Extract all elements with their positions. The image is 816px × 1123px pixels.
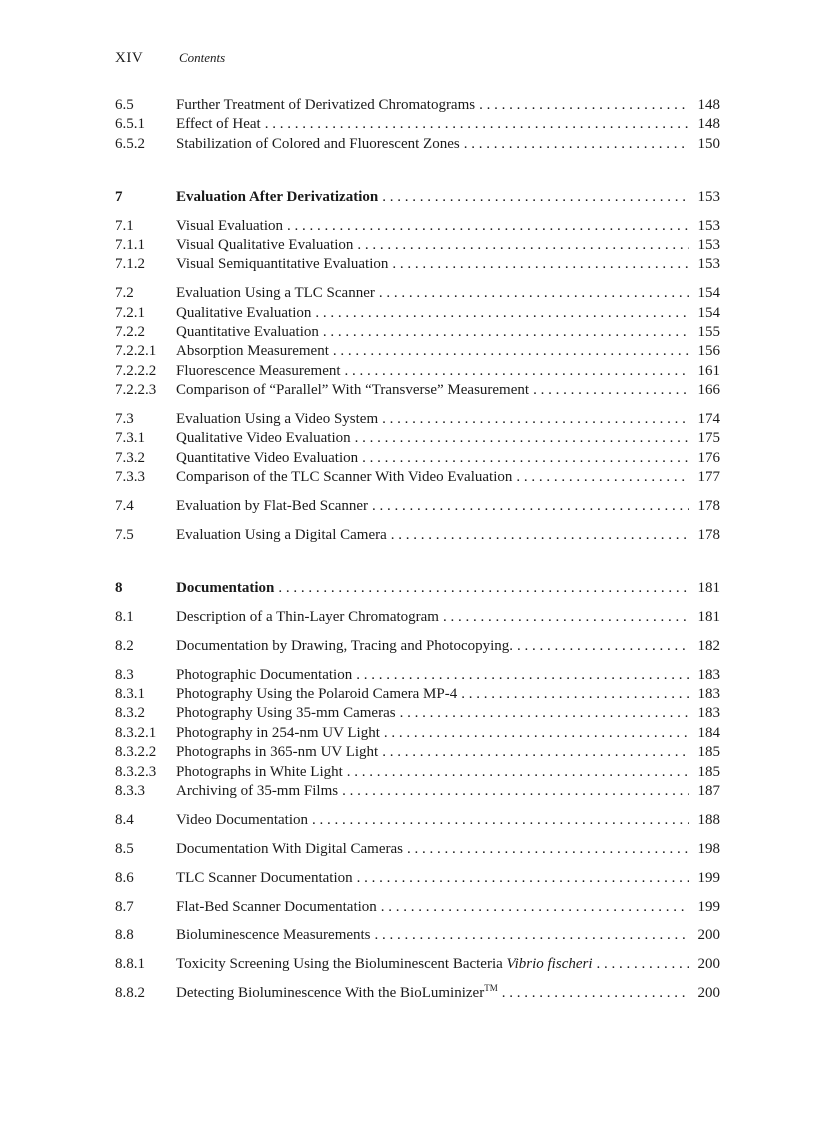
- toc-page: 198: [697, 840, 720, 857]
- toc-number: 8.3.2: [115, 705, 145, 722]
- toc-page: 178: [697, 527, 720, 544]
- toc-number: 6.5.2: [115, 135, 145, 152]
- dot-leader: [384, 724, 689, 743]
- toc-page: 188: [697, 811, 720, 828]
- toc-number: 7.2.2: [115, 324, 145, 341]
- toc-page: 182: [697, 637, 720, 654]
- toc-title: Documentation: [176, 579, 275, 596]
- toc-page: 154: [697, 304, 720, 321]
- toc-number: 7.2.2.3: [115, 382, 157, 399]
- toc-title: Documentation With Digital Cameras: [176, 840, 403, 857]
- dot-leader: [382, 188, 689, 207]
- toc-number: 7: [115, 188, 123, 205]
- book-page: [115, 50, 720, 1002]
- toc-title: Photographs in 365-nm UV Light: [176, 744, 379, 761]
- toc-title: [176, 955, 593, 974]
- dot-leader: [391, 526, 689, 545]
- toc-page: 199: [697, 898, 720, 915]
- toc-entry[interactable]: [115, 323, 720, 342]
- toc-page: 181: [697, 608, 720, 625]
- toc-page: 200: [697, 985, 720, 1002]
- toc-page: 185: [697, 744, 720, 761]
- toc-page: 148: [697, 97, 720, 113]
- dot-leader: [342, 782, 689, 801]
- toc-title: Photography Using 35-mm Cameras: [176, 705, 396, 722]
- toc-title: Evaluation Using a Video System: [176, 411, 379, 428]
- toc-title: Photographs in White Light: [176, 763, 343, 780]
- dot-leader: [356, 666, 689, 685]
- dot-leader: [312, 811, 689, 830]
- toc-page: 185: [697, 763, 720, 780]
- toc-entry[interactable]: [115, 955, 720, 974]
- dot-leader: [382, 410, 689, 429]
- toc-page: 153: [697, 256, 720, 273]
- toc-entry[interactable]: [115, 811, 720, 830]
- dot-leader: [443, 608, 689, 627]
- toc-entry[interactable]: [115, 96, 720, 115]
- dot-leader: [357, 869, 689, 888]
- toc-number: 7.2.2.1: [115, 343, 157, 360]
- running-header: [115, 50, 720, 72]
- dot-leader: [407, 840, 689, 859]
- toc-page: 183: [697, 666, 720, 683]
- toc-entry[interactable]: [115, 381, 720, 400]
- toc-entry[interactable]: [115, 782, 720, 801]
- toc-page: 174: [697, 411, 720, 428]
- toc-number: 8.8.1: [115, 956, 145, 973]
- toc-number: 7.2.1: [115, 304, 145, 321]
- toc-number: 7.3: [115, 411, 134, 428]
- toc-entry[interactable]: [115, 362, 720, 381]
- toc-title: TLC Scanner Documentation: [176, 869, 353, 886]
- toc-entry[interactable]: [115, 468, 720, 487]
- toc-number: 8.7: [115, 898, 134, 915]
- toc-number: 7.5: [115, 527, 134, 544]
- toc-entry[interactable]: [115, 869, 720, 888]
- trademark-superscript: TM: [484, 983, 498, 994]
- toc-title-species: Vibrio fischeri: [506, 956, 593, 973]
- toc-page: 200: [697, 927, 720, 944]
- toc-number: 7.1.2: [115, 256, 145, 273]
- toc-title: Evaluation Using a Digital Camera: [176, 527, 387, 544]
- toc-title: Flat-Bed Scanner Documentation: [176, 898, 377, 915]
- dot-leader: [533, 381, 689, 400]
- toc-number: 7.1: [115, 217, 134, 234]
- toc-entry[interactable]: [115, 898, 720, 917]
- toc-number: 8.8.2: [115, 985, 145, 1002]
- toc-entry[interactable]: [115, 410, 720, 429]
- dot-leader: [372, 497, 689, 516]
- toc-number: 8.3: [115, 666, 134, 683]
- toc-page: 154: [697, 285, 720, 302]
- toc-entry[interactable]: [115, 926, 720, 945]
- dot-leader: [461, 685, 689, 704]
- toc-entry[interactable]: [115, 608, 720, 627]
- toc-entry[interactable]: [115, 236, 720, 255]
- toc-title: Quantitative Evaluation: [176, 324, 319, 341]
- toc-page: 187: [697, 782, 720, 799]
- toc-entry[interactable]: [115, 984, 720, 1003]
- dot-leader: [381, 898, 689, 917]
- dot-leader: [517, 637, 689, 656]
- toc-number: 8.3.2.2: [115, 744, 157, 761]
- dot-leader: [400, 704, 689, 723]
- toc-number: 8.2: [115, 637, 134, 654]
- toc-title: Evaluation by Flat-Bed Scanner: [176, 498, 369, 515]
- toc-title: Comparison of “Parallel” With “Transverse” Measurement: [176, 382, 530, 399]
- toc-page: 184: [697, 724, 720, 741]
- toc-page: 175: [697, 430, 720, 447]
- toc-number: 7.2.2.2: [115, 362, 157, 379]
- toc-entry[interactable]: [115, 115, 720, 134]
- toc-number: 7.2: [115, 285, 134, 302]
- table-of-contents: [115, 96, 720, 1004]
- toc-title-main: Toxicity Screening Using the Bioluminescent Bacteria: [176, 956, 503, 973]
- toc-entry[interactable]: [115, 304, 720, 323]
- dot-leader: [464, 135, 689, 154]
- dot-leader: [287, 217, 689, 236]
- toc-page: 199: [697, 869, 720, 886]
- toc-title: Visual Evaluation: [176, 217, 283, 234]
- dot-leader: [265, 115, 689, 134]
- toc-title: Stabilization of Colored and Fluorescent Zones: [176, 135, 460, 152]
- toc-page: 181: [697, 579, 720, 596]
- toc-title-main: Detecting Bioluminescence With the BioLuminizer: [176, 985, 485, 1002]
- dot-leader: [355, 429, 689, 448]
- toc-number: 6.5.1: [115, 116, 145, 133]
- toc-page: 176: [697, 449, 720, 466]
- toc-page: 178: [697, 498, 720, 515]
- toc-title: Absorption Measurement: [176, 343, 329, 360]
- toc-entry[interactable]: [115, 284, 720, 303]
- toc-number: 8.4: [115, 811, 134, 828]
- toc-title: Comparison of the TLC Scanner With Video Evaluation: [176, 469, 513, 486]
- toc-number: 7.1.1: [115, 236, 145, 253]
- toc-number: 6.5: [115, 97, 134, 113]
- toc-title: Photographic Documentation: [176, 666, 353, 683]
- toc-number: 8.5: [115, 840, 134, 857]
- dot-leader: [357, 236, 689, 255]
- toc-title: Quantitative Video Evaluation: [176, 449, 359, 466]
- toc-number: 8: [115, 579, 123, 596]
- dot-leader: [597, 955, 689, 974]
- toc-number: 8.3.1: [115, 685, 145, 702]
- dot-leader: [375, 926, 689, 945]
- toc-title: Fluorescence Measurement: [176, 362, 341, 379]
- toc-page: 150: [697, 135, 720, 152]
- toc-page: 153: [697, 188, 720, 205]
- toc-entry[interactable]: [115, 497, 720, 516]
- dot-leader: [379, 284, 689, 303]
- running-title: Contents: [179, 50, 226, 65]
- toc-title: Video Documentation: [176, 811, 308, 828]
- dot-leader: [516, 468, 689, 487]
- toc-title: Description of a Thin-Layer Chromatogram: [176, 608, 439, 625]
- toc-title: Effect of Heat: [176, 116, 261, 133]
- dot-leader: [315, 304, 689, 323]
- dot-leader: [479, 96, 689, 115]
- toc-title: [176, 984, 498, 1003]
- toc-title: Photography Using the Polaroid Camera MP-4: [176, 685, 458, 702]
- toc-entry[interactable]: [115, 342, 720, 361]
- toc-number: 8.3.2.1: [115, 724, 157, 741]
- toc-entry[interactable]: [115, 217, 720, 236]
- toc-title: Photography in 254-nm UV Light: [176, 724, 380, 741]
- toc-title: Qualitative Evaluation: [176, 304, 312, 321]
- toc-number: 8.6: [115, 869, 134, 886]
- dot-leader: [345, 362, 689, 381]
- toc-page: 183: [697, 685, 720, 702]
- toc-page: 200: [697, 956, 720, 973]
- toc-entry[interactable]: [115, 135, 720, 154]
- dot-leader: [323, 323, 689, 342]
- toc-entry[interactable]: [115, 255, 720, 274]
- dot-leader: [502, 984, 689, 1003]
- toc-title: Evaluation After Derivatization: [176, 188, 379, 205]
- toc-number: 8.3.2.3: [115, 763, 157, 780]
- dot-leader: [333, 342, 689, 361]
- toc-title: Visual Qualitative Evaluation: [176, 236, 354, 253]
- dot-leader: [347, 763, 689, 782]
- toc-entry[interactable]: [115, 763, 720, 782]
- toc-number: 8.1: [115, 608, 134, 625]
- toc-entry[interactable]: [115, 685, 720, 704]
- toc-title: Visual Semiquantitative Evaluation: [176, 256, 389, 273]
- toc-entry[interactable]: [115, 429, 720, 448]
- toc-page: 183: [697, 705, 720, 722]
- toc-number: 8.3.3: [115, 782, 145, 799]
- toc-entry[interactable]: [115, 666, 720, 685]
- page-number: XIV: [115, 50, 144, 66]
- toc-page: 177: [697, 469, 720, 486]
- toc-page: 153: [697, 217, 720, 234]
- toc-entry[interactable]: [115, 840, 720, 859]
- toc-number: 8.8: [115, 927, 134, 944]
- toc-chapter-entry[interactable]: [115, 188, 720, 207]
- toc-entry[interactable]: [115, 724, 720, 743]
- toc-title: Bioluminescence Measurements: [176, 927, 371, 944]
- toc-number: 7.3.3: [115, 469, 145, 486]
- toc-entry[interactable]: [115, 704, 720, 723]
- toc-title: Archiving of 35-mm Films: [176, 782, 339, 799]
- toc-entry[interactable]: [115, 743, 720, 762]
- toc-page: 161: [697, 362, 720, 379]
- dot-leader: [382, 743, 689, 762]
- toc-entry[interactable]: [115, 637, 720, 656]
- toc-chapter-entry[interactable]: [115, 579, 720, 598]
- toc-number: 7.3.1: [115, 430, 145, 447]
- toc-page: 166: [697, 382, 720, 399]
- toc-title: Documentation by Drawing, Tracing and Photocopying.: [176, 637, 514, 654]
- toc-entry[interactable]: [115, 449, 720, 468]
- toc-title: Evaluation Using a TLC Scanner: [176, 285, 375, 302]
- toc-number: 7.4: [115, 498, 134, 515]
- toc-page: 148: [697, 116, 720, 133]
- dot-leader: [392, 255, 689, 274]
- dot-leader: [278, 579, 689, 598]
- toc-title: Qualitative Video Evaluation: [176, 430, 351, 447]
- toc-page: 155: [697, 324, 720, 341]
- toc-page: 153: [697, 236, 720, 253]
- toc-page: 156: [697, 343, 720, 360]
- dot-leader: [362, 449, 689, 468]
- toc-title: Further Treatment of Derivatized Chromatograms: [176, 97, 476, 113]
- toc-number: 7.3.2: [115, 449, 145, 466]
- toc-entry[interactable]: [115, 526, 720, 545]
